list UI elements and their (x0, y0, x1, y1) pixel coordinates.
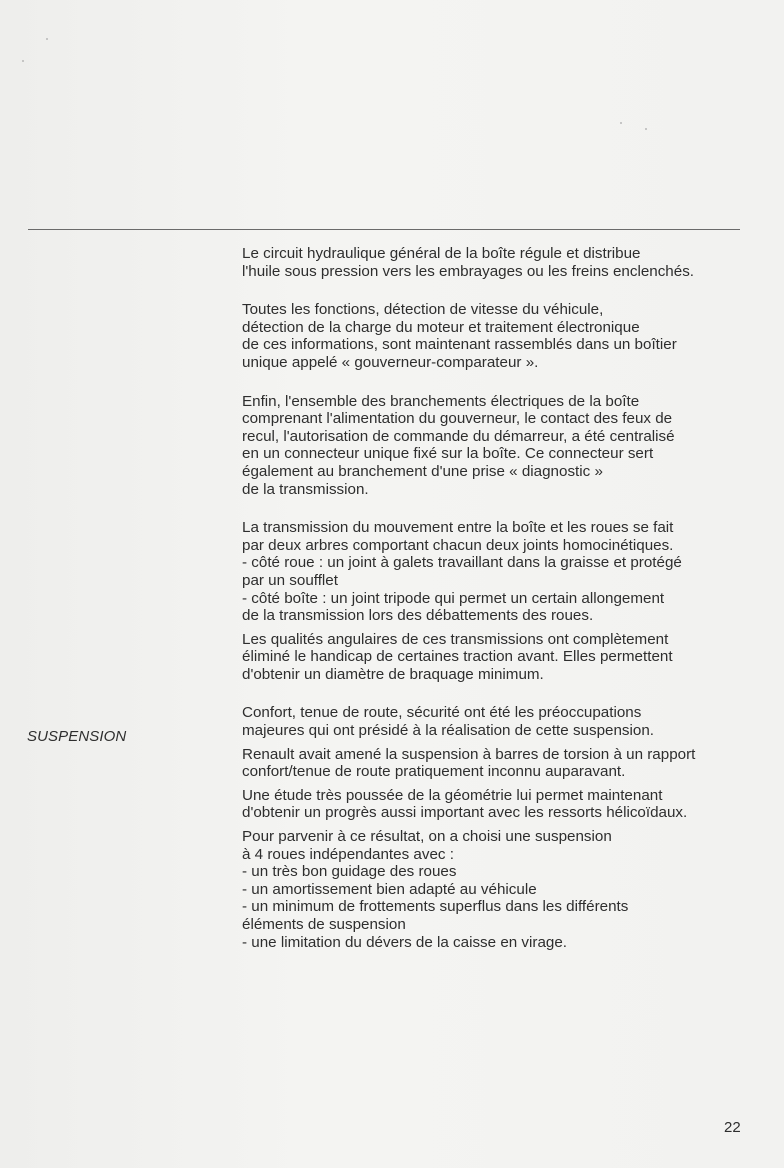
paper-speck (46, 38, 48, 40)
text-line: à 4 roues indépendantes avec : (242, 845, 454, 863)
text-line: confort/tenue de route pratiquement inconnu auparavant. (242, 763, 626, 781)
text-line: de la transmission lors des débattements des roues. (242, 607, 594, 625)
paragraph-angular-qualities (242, 631, 742, 684)
paper-speck (22, 60, 24, 62)
text-line: l'huile sous pression vers les embrayages ou les freins enclenchés. (242, 262, 695, 280)
text-line: d'obtenir un diamètre de braquage minimum. (242, 665, 544, 683)
text-line: Toutes les fonctions, détection de vitesse du véhicule, (242, 301, 604, 319)
paragraph-geometry (242, 787, 742, 822)
text-line: également au branchement d'une prise « diagnostic » (242, 462, 603, 480)
text-line: éléments de suspension (242, 916, 406, 933)
text-line: La transmission du mouvement entre la boîte et les roues se fait (242, 519, 674, 537)
paragraph-governor (242, 301, 742, 371)
page-number: 22 (724, 1119, 741, 1136)
text-line: Les qualités angulaires de ces transmissions ont complètement (242, 630, 669, 648)
text-line: Confort, tenue de route, sécurité ont été les préoccupations (242, 704, 642, 722)
paper-speck (620, 122, 622, 124)
paragraph-hydraulic-circuit (242, 245, 742, 280)
text-line: Une étude très poussée de la géométrie lui permet maintenant (242, 786, 663, 804)
paragraph-torsion-bars (242, 746, 742, 781)
text-line: - un très bon guidage des roues (242, 863, 457, 881)
section-label-suspension: SUSPENSION (27, 728, 127, 745)
text-line: recul, l'autorisation de commande du démarreur, a été centralisé (242, 427, 675, 445)
text-line: de ces informations, sont maintenant rassemblés dans un boîtier (242, 336, 677, 354)
text-line: majeures qui ont présidé à la réalisation de cette suspension. (242, 722, 654, 740)
horizontal-rule (28, 229, 740, 230)
text-line: par deux arbres comportant chacun deux joints homocinétiques. (242, 536, 674, 554)
text-line: Renault avait amené la suspension à barres de torsion à un rapport (242, 745, 696, 763)
paragraph-transmission-shafts (242, 519, 742, 625)
text-line: par un soufflet (242, 571, 338, 589)
text-line: Enfin, l'ensemble des branchements électriques de la boîte (242, 392, 640, 410)
text-line: détection de la charge du moteur et traitement électronique (242, 318, 640, 336)
body-column (242, 245, 742, 951)
text-line: comprenant l'alimentation du gouverneur, le contact des feux de (242, 410, 673, 428)
paragraph-independent-wheels (242, 828, 742, 951)
text-line: en un connecteur unique fixé sur la boîte. Ce connecteur sert (242, 445, 654, 463)
text-line: d'obtenir un progrès aussi important avec les ressorts hélicoïdaux. (242, 804, 688, 822)
text-line: Pour parvenir à ce résultat, on a choisi une suspension (242, 828, 612, 846)
text-line: - côté roue : un joint à galets travaillant dans la graisse et protégé (242, 554, 682, 572)
text-line: éliminé le handicap de certaines traction avant. Elles permettent (242, 648, 673, 666)
paper-speck (645, 128, 647, 130)
paragraph-suspension-intro (242, 704, 742, 739)
text-line: - côté boîte : un joint tripode qui permet un certain allongement (242, 589, 665, 607)
text-line: de la transmission. (242, 480, 369, 498)
text-line: Le circuit hydraulique général de la boîte régule et distribue (242, 245, 641, 262)
paragraph-electrical-connector (242, 393, 742, 499)
text-line: - un amortissement bien adapté au véhicule (242, 880, 537, 898)
text-line: - un minimum de frottements superflus dans les différents (242, 898, 629, 916)
text-line: - une limitation du dévers de la caisse en virage. (242, 933, 568, 951)
text-line: unique appelé « gouverneur-comparateur ». (242, 353, 539, 371)
